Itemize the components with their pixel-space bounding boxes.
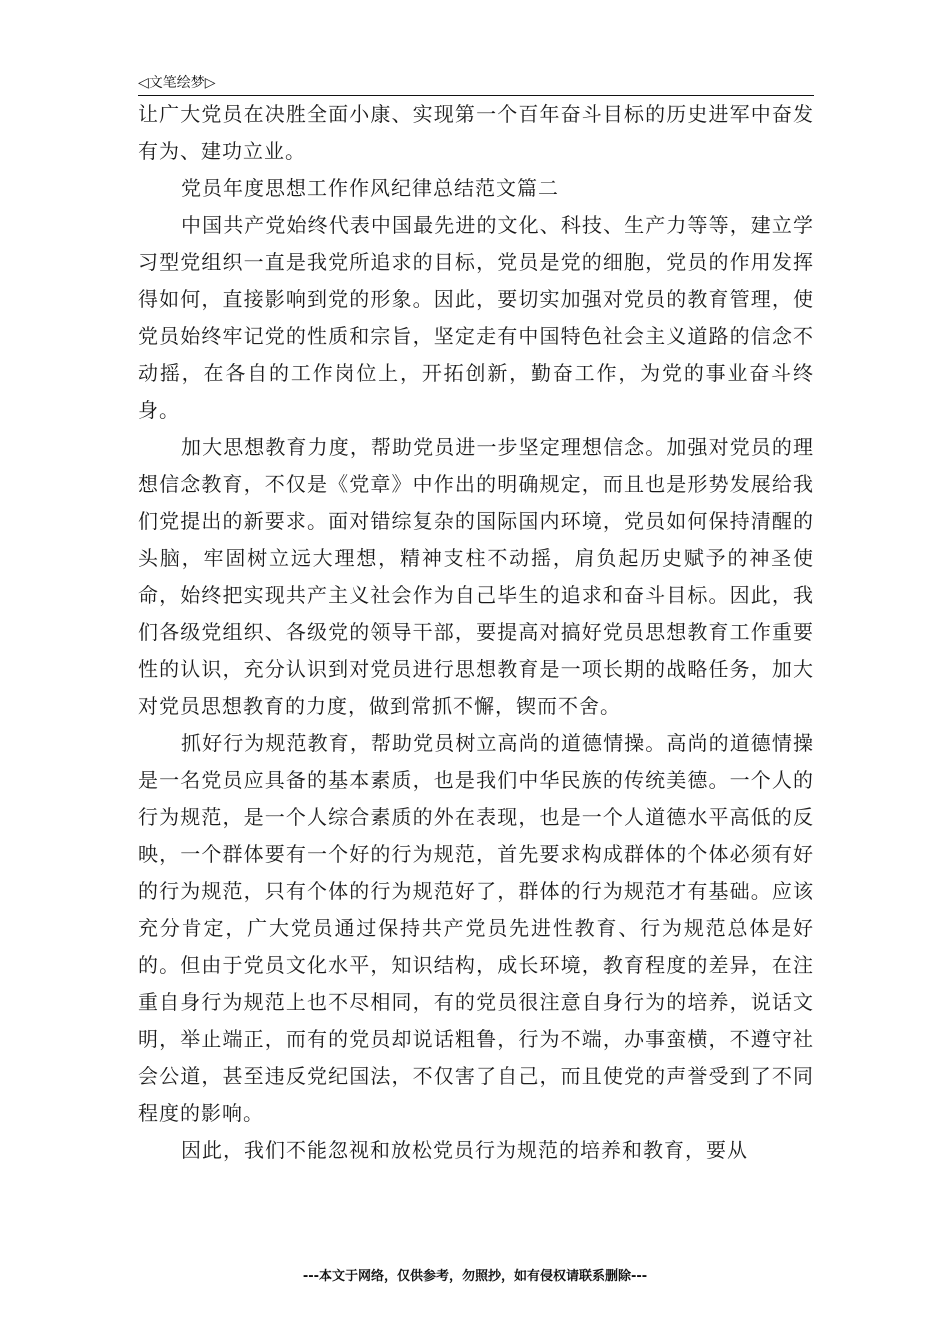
paragraph-5: 因此，我们不能忽视和放松党员行为规范的培养和教育，要从 — [181, 1138, 748, 1162]
page-header-title: ◁文笔绘梦▷ — [138, 75, 216, 91]
paragraph-3: 加大思想教育力度，帮助党员进一步坚定理想信念。加强对党员的理想信念教育，不仅是《党章》中作出的明确规定，而且也是形势发展给我们党提出的新要求。面对错综复杂的国际国内环境，党员如何保持清醒的头脑，牢固树立远大理想，精神支柱不动摇，肩负起历史赋予的神圣使命，始终把实现共产主义社会作为自己毕生的追求和奋斗目标。因此，我们各级党组织、各级党的领导干部，要提高对搞好党员思想教育工作重要性的认识，充分认识到对党员进行思想教育是一项长期的战略任务，加大对党员思想教育的力度，做到常抓不懈，锲而不舍。 — [138, 435, 814, 718]
paragraph-2: 中国共产党始终代表中国最先进的文化、科技、生产力等等，建立学习型党组织一直是我党所追求的目标，党员是党的细胞，党员的作用发挥得如何，直接影响到党的形象。因此，要切实加强对党员的教育管理，使党员始终牢记党的性质和宗旨，坚定走有中国特色社会主义道路的信念不动摇，在各自的工作岗位上，开拓创新，勤奋工作，为党的事业奋斗终身。 — [138, 213, 814, 422]
paragraph-4: 抓好行为规范教育，帮助党员树立高尚的道德情操。高尚的道德情操是一名党员应具备的基本素质，也是我们中华民族的传统美德。一个人的行为规范，是一个人综合素质的外在表现，也是一个人道德水平高低的反映，一个群体要有一个好的行为规范，首先要求构成群体的个体必须有好的行为规范，只有个体的行为规范好了，群体的行为规范才有基础。应该充分肯定，广大党员通过保持共产党员先进性教育、行为规范总体是好的。但由于党员文化水平，知识结构，成长环境，教育程度的差异，在注重自身行为规范上也不尽相同，有的党员很注意自身行为的培养，说话文明，举止端正，而有的党员却说话粗鲁，行为不端，办事蛮横，不遵守社会公道，甚至违反党纪国法，不仅害了自己，而且使党的声誉受到了不同程度的影响。 — [138, 731, 814, 1125]
document-body — [138, 96, 814, 1169]
paragraph-1: 让广大党员在决胜全面小康、实现第一个百年奋斗目标的历史进军中奋发有为、建功立业。 — [138, 102, 814, 163]
page-footer-disclaimer: ---本文于网络，仅供参考，勿照抄，如有侵权请联系删除--- — [302, 1269, 648, 1284]
section-heading: 党员年度思想工作作风纪律总结范文篇二 — [181, 176, 559, 200]
